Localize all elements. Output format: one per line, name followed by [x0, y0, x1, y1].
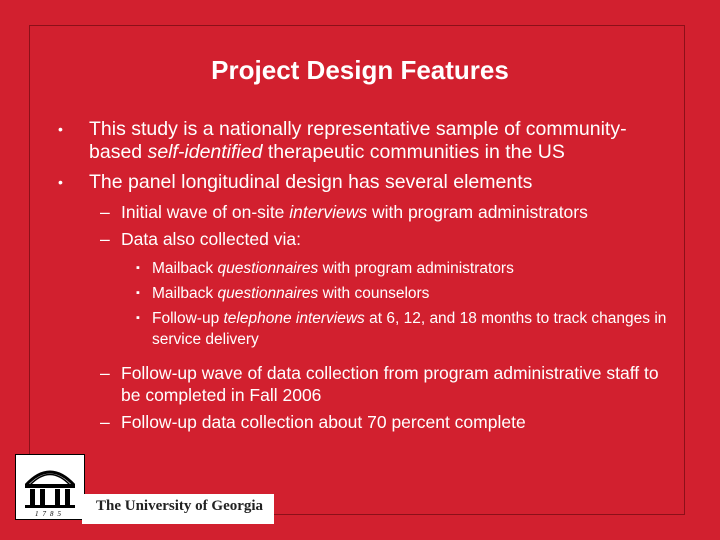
sub-bullet-item	[56, 411, 676, 433]
sub-sub-bullet-text: Mailback	[152, 260, 218, 277]
bullet-marker: •	[58, 174, 63, 190]
bullet-item	[56, 171, 676, 194]
dash-marker: –	[100, 229, 110, 249]
bullet-marker: •	[58, 121, 63, 137]
sub-bullet-text-cont: with program administrators	[367, 202, 588, 222]
sub-bullet-item	[56, 228, 676, 250]
sub-sub-bullet-item	[56, 308, 676, 350]
sub-sub-bullet-text: Follow-up	[152, 310, 224, 327]
slide-content	[56, 118, 676, 438]
sub-sub-bullet-item	[56, 258, 676, 279]
dash-marker: –	[100, 202, 110, 222]
sub-bullet-item	[56, 362, 676, 406]
bullet-text: This study is a nationally representative sample of community-based	[89, 118, 627, 163]
sub-sub-bullet-text-cont: with counselors	[318, 285, 430, 302]
sub-sub-bullet-text-cont: at 6, 12, and 18 months to track changes in service delivery	[152, 310, 667, 348]
bullet-text-cont: therapeutic communities in the US	[262, 141, 565, 163]
institution-name: The University of Georgia	[96, 498, 264, 514]
square-marker: ▪	[136, 312, 140, 324]
arch-columns-icon	[16, 455, 84, 519]
square-marker: ▪	[136, 262, 140, 274]
sub-sub-bullet-emphasis: questionnaires	[217, 285, 319, 302]
sub-sub-bullet-emphasis: telephone interviews	[223, 310, 365, 327]
dash-marker: –	[100, 363, 110, 383]
sub-bullet-emphasis: interviews	[289, 202, 368, 222]
bullet-text: The panel longitudinal design has several elements	[89, 171, 533, 193]
sub-sub-bullet-item	[56, 283, 676, 304]
seal-year: 1785	[35, 510, 65, 518]
sub-bullet-text: Follow-up data collection about 70 percent complete	[121, 412, 526, 432]
sub-bullet-text: Data also collected via:	[121, 229, 301, 249]
bullet-emphasis: self-identified	[147, 141, 263, 163]
sub-sub-bullet-text-cont: with program administrators	[318, 260, 514, 277]
sub-bullet-text: Initial wave of on-site	[121, 202, 290, 222]
university-seal-logo	[15, 454, 85, 520]
bullet-item	[56, 118, 676, 164]
sub-sub-bullet-text: Mailback	[152, 285, 218, 302]
square-marker: ▪	[136, 287, 140, 299]
slide-title: Project Design Features	[211, 55, 509, 85]
sub-bullet-text: Follow-up wave of data collection from program administrative staff to be completed in Fall 2006	[121, 363, 659, 405]
dash-marker: –	[100, 412, 110, 432]
sub-bullet-item	[56, 201, 676, 223]
sub-sub-bullet-emphasis: questionnaires	[217, 260, 319, 277]
